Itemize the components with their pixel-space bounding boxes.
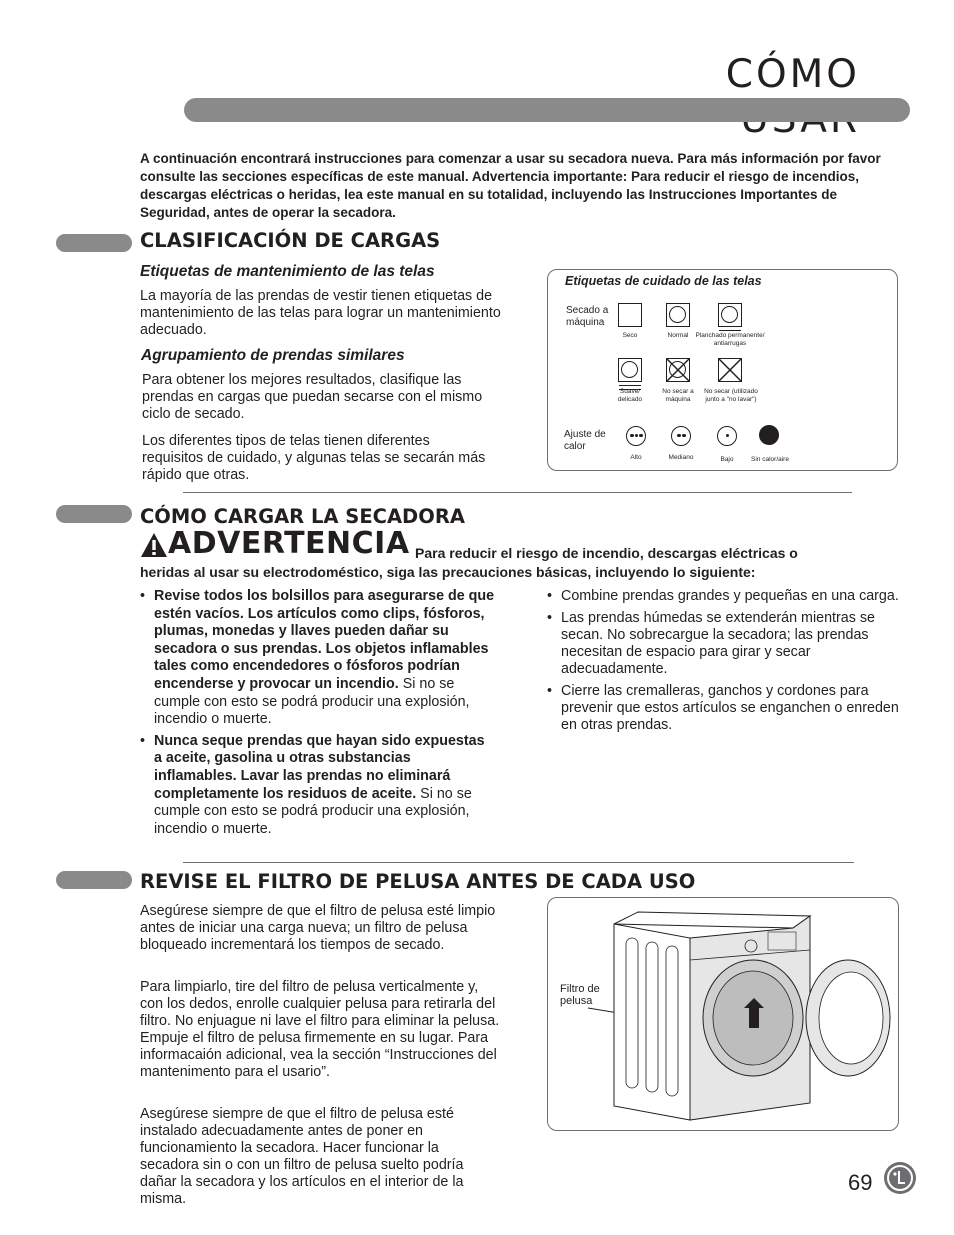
subheading-grouping: Agrupamiento de prendas similares <box>141 347 405 364</box>
gentle-dry-icon <box>618 358 642 382</box>
permanent-press-icon <box>718 303 742 327</box>
label-seco: Seco <box>622 332 638 339</box>
heat-setting-label: Ajuste de calor <box>564 429 606 452</box>
warning-word: ADVERTENCIA <box>168 526 410 561</box>
care-labels-text: La mayoría de las prendas de vestir tienen etiquetas de mantenimiento de las telas para lograr un mantenimiento adecuado. <box>140 288 501 338</box>
page-title: CÓMO <box>725 52 860 97</box>
header-bar <box>184 98 910 122</box>
no-heat-icon <box>759 425 779 445</box>
list-item: • Nunca seque prendas que hayan sido expuestas a aceite, gasolina u otras substancias inflamables. Lavar las prendas no eliminará completamente los residuos de aceite. Si no se cumple con esto se podrá producir una explosión, incendio o muerte. <box>140 733 495 839</box>
list-item: • Las prendas húmedas se extenderán mientras se secan. No sobrecargue la secadora; las prendas necesitan de espacio para girar y secar adecuadamente. <box>547 610 902 678</box>
list-item: • Cierre las cremalleras, ganchos y cordones para prevenir que estos artículos se enganchen o enreden en otras prendas. <box>547 683 902 734</box>
grouping-text-1: Para obtener los mejores resultados, clasifique las prendas en cargas que puedan secarse con el mismo ciclo de secado. <box>142 372 483 422</box>
dryer-illustration-box <box>547 897 899 1131</box>
label-normal: Normal <box>667 332 689 339</box>
label-no-dry: No secar (utilizado junto a "no lavar") <box>704 388 758 403</box>
filter-paragraph-1: Asegúrese siempre de que el filtro de pelusa esté limpio antes de iniciar una carga nueva; un filtro de pelusa bloqueado incrementará los tiempos de secado. <box>140 903 496 953</box>
label-sin-calor: Sin calor/aire <box>751 456 789 463</box>
section-marker <box>56 234 132 252</box>
label-bajo: Bajo <box>720 456 734 463</box>
label-mediano: Mediano <box>668 454 694 461</box>
tumble-normal-icon <box>666 303 690 327</box>
load-left-column <box>140 588 495 842</box>
divider <box>183 862 854 863</box>
grouping-text-2: Los diferentes tipos de telas tienen diferentes requisitos de cuidado, y algunas telas se secarán más rápido que otras. <box>142 433 486 483</box>
list-item: • Combine prendas grandes y pequeñas en una carga. <box>547 588 902 605</box>
page-number: 69 <box>848 1170 873 1195</box>
load-right-column <box>547 588 902 738</box>
intro-paragraph: A continuación encontrará instrucciones para comenzar a usar su secadora nueva. Para más información por favor consulte las secciones específicas de este manual. Advertencia importante: Para reducir el riesgo de incendios, descargas eléctricas o heridas, lea este manual en su totalidad, incluyendo las Instrucciones Importantes de Seguridad, antes de operar la secadora. <box>140 151 881 220</box>
heat-low-icon <box>717 426 737 446</box>
section-title-filter: REVISE EL FILTRO DE PELUSA ANTES DE CADA USO <box>140 870 696 893</box>
dryer-illustration <box>548 898 898 1130</box>
section-title-load: CÓMO CARGAR LA SECADORA <box>140 505 465 528</box>
section-title-sort: CLASIFICACIÓN DE CARGAS <box>140 229 441 252</box>
do-not-dry-icon <box>718 358 742 382</box>
warning-text-line1: Para reducir el riesgo de incendio, descargas eléctricas o <box>415 545 798 561</box>
warning-icon <box>140 532 168 558</box>
heat-medium-icon <box>671 426 691 446</box>
heat-high-icon <box>626 426 646 446</box>
care-box-title: Etiquetas de cuidado de las telas <box>565 274 762 288</box>
label-perm-press: Planchado permanente/ antiarrugas <box>695 332 765 347</box>
lint-filter-callout: Filtro de pelusa <box>560 983 600 1007</box>
filter-paragraph-3: Asegúrese siempre de que el filtro de pelusa esté instalado adecuadamente antes de poner en funcionamiento la secadora. Hacer funcionar la secadora sin o con un filtro de pelusa suelto podría dañar la secadora y los artículos en el interior de la misma. <box>140 1106 464 1207</box>
label-no-tumble: No secar a máquina <box>662 388 694 403</box>
dry-square-icon <box>618 303 642 327</box>
filter-paragraph-2: Para limpiarlo, tire del filtro de pelusa verticalmente y, con los dedos, enrolle cualquier pelusa para retirarla del filtro. No enjuague ni lave el filtro para eliminar la pelusa. Empuje el filtro de pelusa firmemente en su lugar. Para informacaión adicional, vea la sección “Instrucciones del mantenimento para el usario”. <box>140 979 500 1080</box>
warning-text-line2: heridas al usar su electrodoméstico, siga las precauciones básicas, incluyendo lo siguiente: <box>140 564 756 580</box>
label-alto: Alto <box>630 454 642 461</box>
list-item: • Revise todos los bolsillos para asegurarse de que estén vacíos. Los artículos como clips, fósforos, plumas, monedas y llaves pueden dañar su secadora o sus prendas. Los objetos inflamables tales como encendedores o fósforos podrían encenderse y provocar un incendio. Si no se cumple con esto se podrá producir una explosión, incendio o muerte. <box>140 588 495 729</box>
lg-logo-icon <box>884 1162 916 1194</box>
section-marker <box>56 871 132 889</box>
care-symbols-box <box>547 269 898 471</box>
tumble-dry-label: Secado a máquina <box>566 305 609 328</box>
label-gentle: Suave/ delicado <box>617 388 643 403</box>
divider <box>183 492 852 493</box>
subheading-care-labels: Etiquetas de mantenimiento de las telas <box>140 263 435 280</box>
no-tumble-dry-icon <box>666 358 690 382</box>
section-marker <box>56 505 132 523</box>
